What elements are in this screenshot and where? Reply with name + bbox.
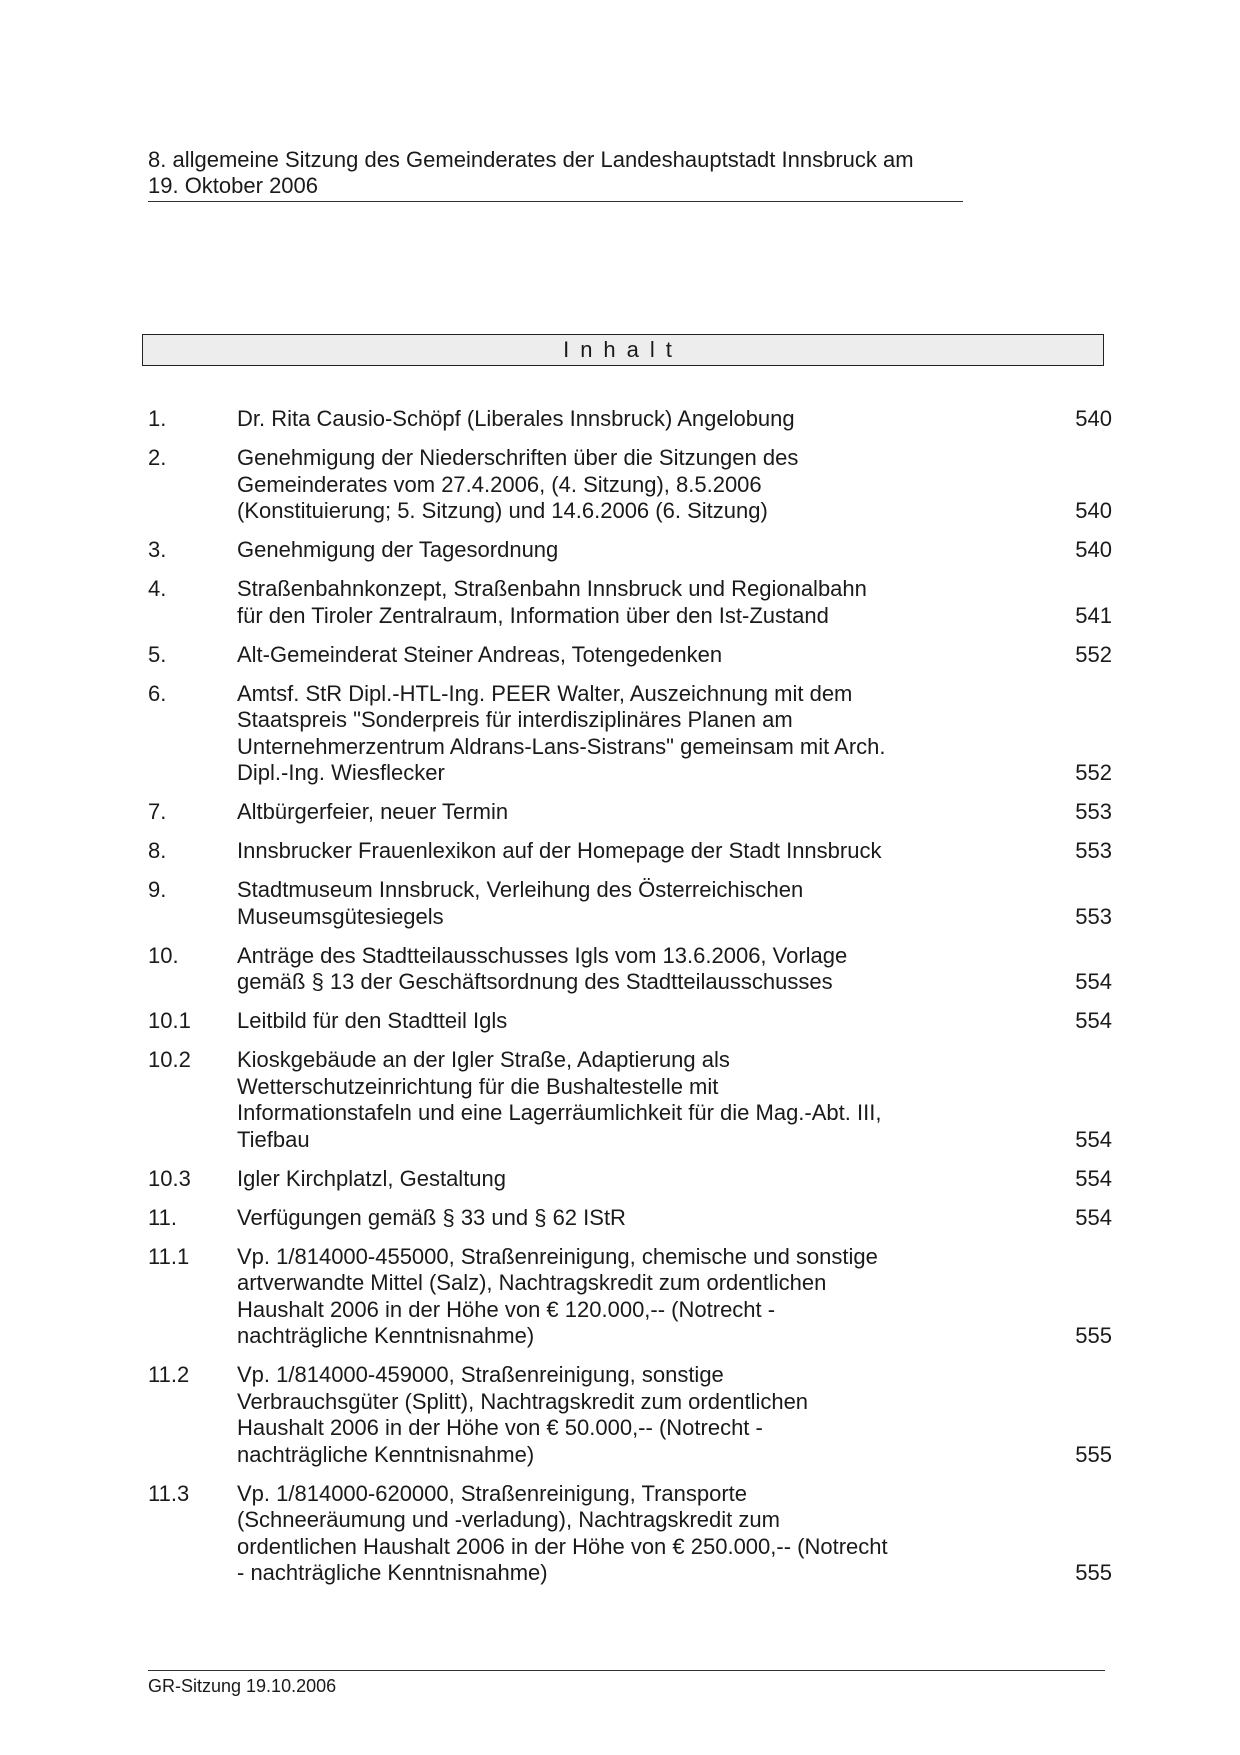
toc-entry-text [237, 1362, 937, 1468]
toc-entry [148, 681, 1112, 787]
toc-entry [148, 1008, 1112, 1035]
toc-entry-line: - nachträgliche Kenntnisnahme) [237, 1560, 548, 1585]
page-footer [148, 1670, 1105, 1697]
toc-entry-line: Innsbrucker Frauenlexikon auf der Homepage der Stadt Innsbruck [237, 838, 882, 863]
toc-entry [148, 537, 1112, 564]
toc-entry-page: 554 [1075, 1008, 1112, 1033]
toc-entry-page: 554 [1075, 1204, 1112, 1230]
toc-entry-number: 3. [148, 537, 167, 562]
toc-entry-text [237, 681, 937, 787]
toc-entry-text [237, 576, 937, 629]
toc-entry-page: 554 [1075, 1165, 1112, 1191]
toc-entry-line: Genehmigung der Niederschriften über die Sitzungen des [237, 445, 799, 470]
toc-entry-line: Kioskgebäude an der Igler Straße, Adaptierung als [237, 1047, 730, 1072]
toc-entry [148, 799, 1112, 826]
toc-entry [148, 1362, 1112, 1468]
toc-entry [148, 1205, 1112, 1232]
toc-entry-line: Gemeinderates vom 27.4.2006, (4. Sitzung), 8.5.2006 [237, 471, 762, 497]
toc-entry-text [237, 838, 937, 865]
toc-entry-number: 4. [148, 576, 167, 601]
toc-entry-page: 555 [1075, 1323, 1112, 1348]
toc-entry [148, 1244, 1112, 1350]
toc-entry-line: nachträgliche Kenntnisnahme) [237, 1323, 535, 1348]
toc-entry-page: 553 [1075, 903, 1112, 929]
toc-entry-line: Wetterschutzeinrichtung für die Bushaltestelle mit [237, 1073, 719, 1099]
toc-entry-line: Alt-Gemeinderat Steiner Andreas, Totengedenken [237, 641, 723, 667]
toc-entry-text [237, 642, 937, 669]
toc-entry-line: Stadtmuseum Innsbruck, Verleihung des Österreichischen [237, 877, 804, 902]
toc-list [148, 406, 1112, 1599]
toc-entry [148, 406, 1112, 433]
toc-entry-line: nachträgliche Kenntnisnahme) [237, 1441, 535, 1467]
toc-entry-line: Vp. 1/814000-620000, Straßenreinigung, Transporte [237, 1480, 748, 1506]
toc-entry [148, 642, 1112, 669]
toc-entry-number: 11. [148, 1204, 177, 1230]
toc-entry-number: 8. [148, 838, 167, 863]
toc-entry-page: 541 [1075, 602, 1112, 628]
toc-entry-number: 11.3 [148, 1480, 190, 1506]
toc-entry-number: 9. [148, 877, 167, 902]
toc-entry-line: Igler Kirchplatzl, Gestaltung [237, 1165, 507, 1191]
toc-entry-text [237, 943, 937, 996]
toc-entry-page: 554 [1075, 1126, 1112, 1152]
toc-entry-page: 540 [1075, 498, 1112, 523]
toc-entry-text [237, 1166, 937, 1193]
toc-entry-line: Verfügungen gemäß § 33 und § 62 IStR [237, 1204, 626, 1230]
toc-entry-page: 552 [1075, 641, 1112, 667]
toc-entry-page: 540 [1075, 537, 1112, 562]
toc-entry-line: Genehmigung der Tagesordnung [237, 537, 559, 562]
toc-entry-line: gemäß § 13 der Geschäftsordnung des Stadtteilausschusses [237, 969, 833, 994]
toc-entry-line: Haushalt 2006 in der Höhe von € 120.000,-- (Notrecht - [237, 1296, 776, 1322]
toc-entry-number: 11.2 [148, 1362, 190, 1387]
toc-entry-line: Leitbild für den Stadtteil Igls [237, 1008, 508, 1033]
toc-entry-line: Haushalt 2006 in der Höhe von € 50.000,-- (Notrecht - [237, 1415, 763, 1440]
toc-entry-page: 540 [1075, 406, 1112, 431]
toc-entry-number: 2. [148, 445, 167, 470]
toc-entry-line: ordentlichen Haushalt 2006 in der Höhe von € 250.000,-- (Notrecht [237, 1533, 888, 1559]
toc-entry-line: Altbürgerfeier, neuer Termin [237, 799, 509, 824]
toc-entry-line: Vp. 1/814000-459000, Straßenreinigung, sonstige [237, 1362, 724, 1387]
toc-entry-number: 10.1 [148, 1008, 191, 1033]
toc-entry-line: Informationstafeln und eine Lagerräumlichkeit für die Mag.-Abt. III, [237, 1100, 882, 1125]
toc-entry-text [237, 877, 937, 930]
toc-entry-text [237, 1205, 937, 1232]
toc-entry [148, 1166, 1112, 1193]
toc-entry-text [237, 1244, 937, 1350]
page-header [148, 147, 963, 202]
toc-entry-line: für den Tiroler Zentralraum, Information über den Ist-Zustand [237, 602, 829, 628]
toc-entry-page: 552 [1075, 760, 1112, 785]
toc-entry-number: 10. [148, 942, 179, 968]
toc-entry-text [237, 1008, 937, 1035]
toc-entry-line: Unternehmerzentrum Aldrans-Lans-Sistrans" gemeinsam mit Arch. [237, 733, 886, 759]
toc-entry-number: 6. [148, 680, 167, 706]
header-line-1: 8. allgemeine Sitzung des Gemeinderates der Landeshauptstadt Innsbruck am [148, 147, 914, 172]
toc-entry-line: Tiefbau [237, 1126, 310, 1152]
toc-title: Inhalt [142, 334, 1104, 366]
toc-entry [148, 838, 1112, 865]
toc-entry-line: artverwandte Mittel (Salz), Nachtragskredit zum ordentlichen [237, 1270, 827, 1295]
toc-entry-text [237, 445, 937, 525]
toc-entry-line: Museumsgütesiegels [237, 903, 444, 929]
toc-entry-line: Staatspreis "Sonderpreis für interdisziplinäres Planen am [237, 707, 793, 732]
toc-entry [148, 1481, 1112, 1587]
toc-entry-page: 553 [1075, 799, 1112, 824]
toc-entry [148, 576, 1112, 629]
toc-entry-number: 11.1 [148, 1243, 190, 1269]
toc-entry-page: 555 [1075, 1441, 1112, 1467]
toc-entry-line: Straßenbahnkonzept, Straßenbahn Innsbruck und Regionalbahn [237, 576, 867, 601]
toc-entry [148, 943, 1112, 996]
toc-entry-number: 5. [148, 641, 167, 667]
toc-entry-text [237, 406, 937, 433]
header-line-2: 19. Oktober 2006 [148, 173, 319, 198]
toc-entry-page: 554 [1075, 969, 1112, 994]
toc-entry-page: 553 [1075, 838, 1112, 863]
toc-entry [148, 1047, 1112, 1153]
toc-entry-line: (Schneeräumung und -verladung), Nachtragskredit zum [237, 1507, 780, 1532]
footer-text: GR-Sitzung 19.10.2006 [148, 1676, 337, 1696]
toc-entry-text [237, 799, 937, 826]
toc-entry-line: Anträge des Stadtteilausschusses Igls vom 13.6.2006, Vorlage [237, 942, 848, 968]
toc-entry [148, 445, 1112, 525]
toc-entry-number: 10.2 [148, 1047, 191, 1072]
toc-entry-text [237, 1047, 937, 1153]
toc-entry-line: Dr. Rita Causio-Schöpf (Liberales Innsbruck) Angelobung [237, 406, 795, 431]
toc-entry-page: 555 [1075, 1560, 1112, 1585]
toc-entry-line: Dipl.-Ing. Wiesflecker [237, 760, 445, 785]
toc-entry-text [237, 537, 937, 564]
toc-entry-text [237, 1481, 937, 1587]
toc-entry-number: 7. [148, 799, 167, 824]
toc-entry [148, 877, 1112, 930]
toc-entry-line: Amtsf. StR Dipl.-HTL-Ing. PEER Walter, Auszeichnung mit dem [237, 680, 853, 706]
toc-entry-number: 1. [148, 406, 167, 431]
toc-entry-line: Verbrauchsgüter (Splitt), Nachtragskredit zum ordentlichen [237, 1388, 809, 1414]
toc-entry-line: Vp. 1/814000-455000, Straßenreinigung, chemische und sonstige [237, 1243, 878, 1269]
toc-entry-line: (Konstituierung; 5. Sitzung) und 14.6.2006 (6. Sitzung) [237, 498, 768, 523]
toc-entry-number: 10.3 [148, 1165, 191, 1191]
